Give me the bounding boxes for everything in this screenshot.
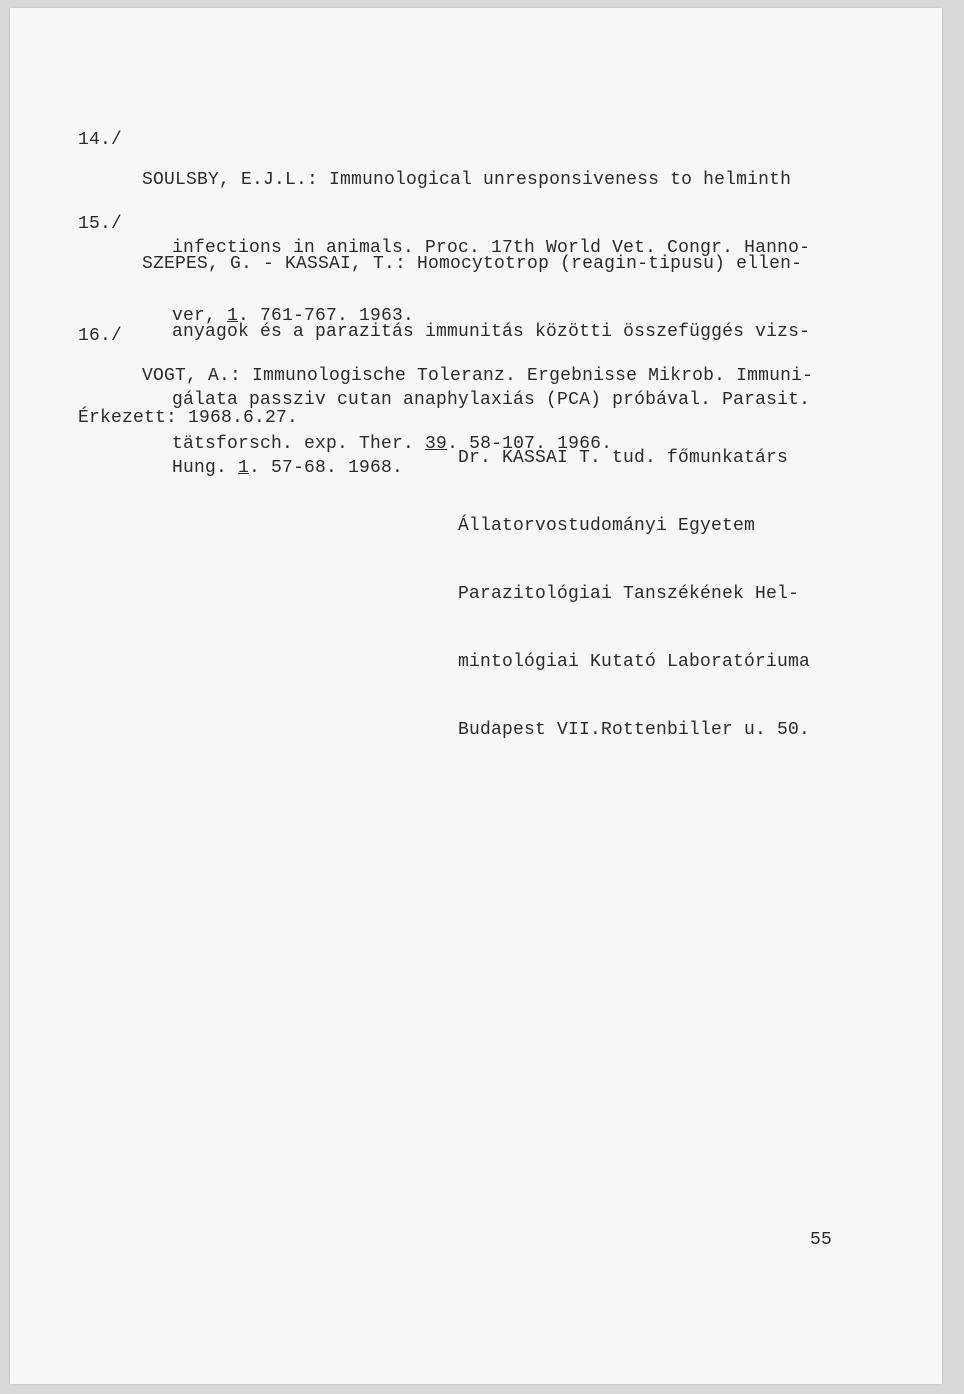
volume-number: 1 bbox=[227, 306, 239, 326]
page-number: 55 bbox=[810, 1230, 833, 1250]
reference-line: tätsforsch. exp. Ther. 39. 58-107. 1966. bbox=[172, 434, 613, 454]
document-page bbox=[10, 8, 942, 1384]
received-date: Érkezett: 1968.6.27. bbox=[78, 408, 299, 428]
reference-number: 14./ bbox=[78, 130, 123, 150]
address-line: Parazitológiai Tanszékének Hel- bbox=[458, 584, 800, 604]
reference-line: ver, 1. 761-767. 1963. bbox=[172, 306, 415, 326]
volume-number: 39 bbox=[425, 434, 448, 454]
reference-number: 16./ bbox=[78, 326, 123, 346]
reference-number: 15./ bbox=[78, 214, 123, 234]
volume-number: 1 bbox=[238, 458, 250, 478]
reference-line: anyagok és a parazitás immunitás közötti összefüggés vizs- bbox=[172, 322, 811, 342]
address-line: Állatorvostudományi Egyetem bbox=[458, 516, 756, 536]
address-line: mintológiai Kutató Laboratóriuma bbox=[458, 652, 811, 672]
reference-line: SZEPES, G. - KASSAI, T.: Homocytotrop (reagin-tipusu) ellen- bbox=[142, 254, 803, 274]
address-line: Dr. KASSAI T. tud. főmunkatárs bbox=[458, 448, 789, 468]
author-address bbox=[458, 404, 810, 784]
reference-line: SOULSBY, E.J.L.: Immunological unresponsiveness to helminth bbox=[142, 170, 792, 190]
reference-line: infections in animals. Proc. 17th World Vet. Congr. Hanno- bbox=[172, 238, 811, 258]
reference-line: VOGT, A.: Immunologische Toleranz. Ergebnisse Mikrob. Immuni- bbox=[142, 366, 814, 386]
address-line: Budapest VII.Rottenbiller u. 50. bbox=[458, 720, 811, 740]
reference-line: Hung. 1. 57-68. 1968. bbox=[172, 458, 404, 478]
reference-line: gálata passziv cutan anaphylaxiás (PCA) próbával. Parasit. bbox=[172, 390, 811, 410]
